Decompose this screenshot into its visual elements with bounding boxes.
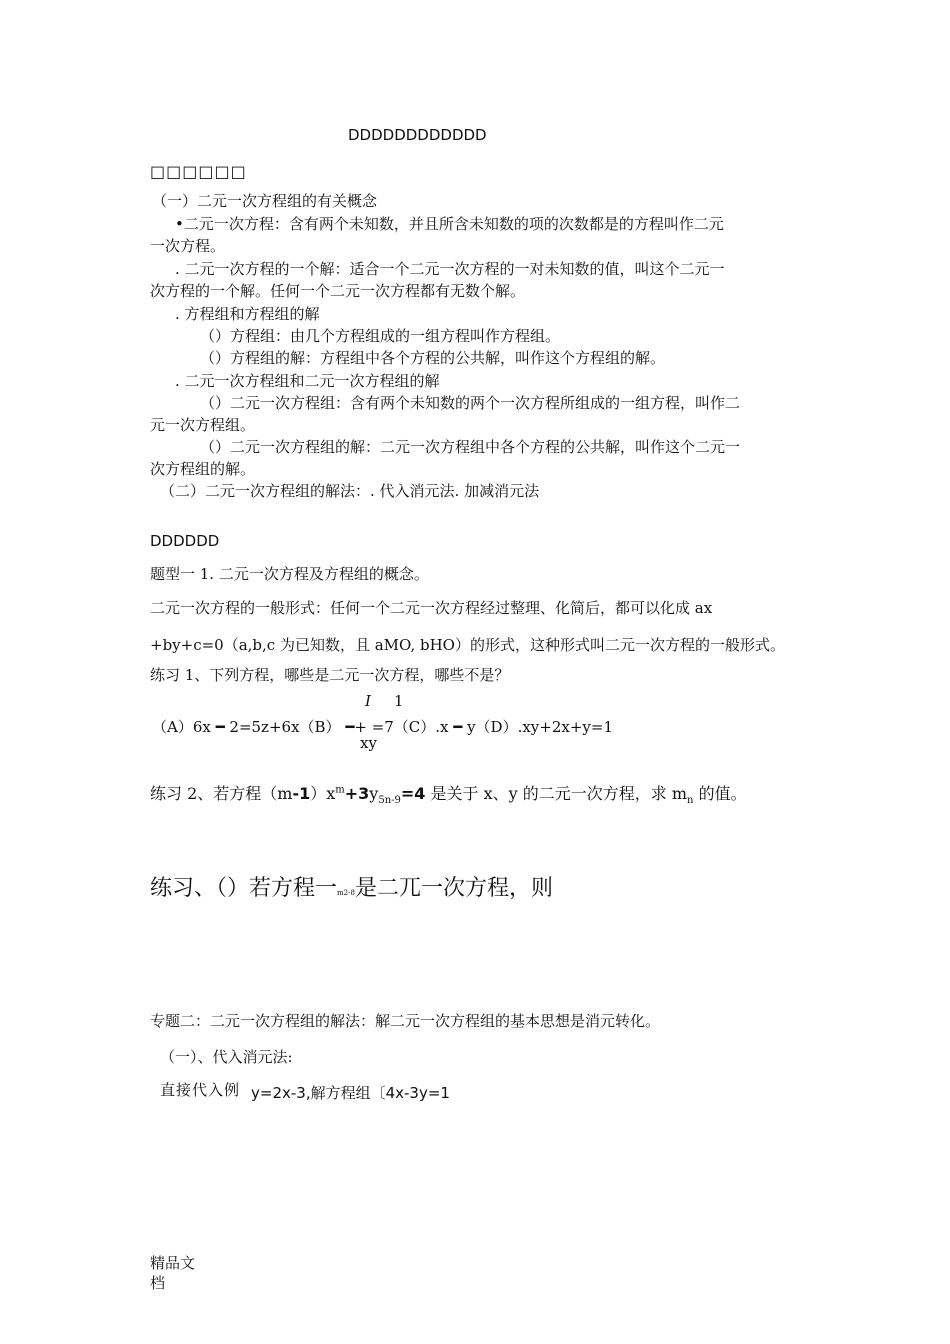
definition-3-a: （）方程组：由几个方程组成的一组方程叫作方程组。: [200, 327, 561, 345]
type1-heading: 题型一 1. 二元一次方程及方程组的概念。: [150, 565, 429, 583]
general-form-line-1: 二元一次方程的一般形式：任何一个二元一次方程经过整理、化简后，都可以化成 ax: [150, 599, 713, 617]
section-heading-types: DDDDDD: [150, 532, 220, 550]
exercise-1-fraction-denominator: xy: [360, 734, 377, 752]
definition-4-b-line-1: （）二元一次方程组的解：二元一次方程组中各个方程的公共解，叫作这个二元一: [200, 438, 741, 456]
footer-line-1: 精品文: [150, 1254, 196, 1272]
definition-3: . 方程组和方程组的解: [175, 305, 320, 323]
exercise-1-options: （A）6x ━ 2=5z+6x（B） ━+ =7（C）.x ━ y（D）.xy+2x+y=1: [152, 718, 614, 736]
definition-3-b: （）方程组的解：方程组中各个方程的公共解，叫作这个方程组的解。: [200, 349, 666, 367]
concepts-part2: （二）二元一次方程组的解法：. 代入消元法. 加减消元法: [160, 482, 540, 500]
exercise-2-exponent: 5n-9: [378, 795, 401, 807]
exercise-3-prefix: 练习、（）若方程一: [150, 876, 338, 901]
exercise-1-fraction-top-right: 1: [394, 692, 404, 710]
exercise-3: [150, 871, 553, 902]
concepts-part1-heading: （一）二元一次方程组的有关概念: [152, 192, 378, 210]
exercise-2-equals-4: =4: [400, 784, 426, 803]
exercise-2: [150, 781, 747, 806]
general-form-line-2: +by+c=0（a,b,c 为已知数，且 aMO, bHO）的形式，这种形式叫二元一次方程的一般形式。: [150, 636, 785, 654]
direct-substitution-label: 直接代入例: [160, 1081, 241, 1099]
exercise-3-small-exponent: m2-8: [337, 889, 355, 897]
exercise-2-m-minus-1: -1: [292, 784, 311, 803]
direct-substitution-example: y=2x-3,解方程组〔4x-3y=1: [247, 1082, 450, 1103]
section-heading-basics: □□□□□□: [150, 162, 247, 181]
exercise-1-prompt: 练习 1、下列方程，哪些是二元一次方程，哪些不是？: [150, 666, 510, 684]
definition-2-line-2: 次方程的一个解。任何一个二元一次方程都有无数个解。: [150, 282, 526, 300]
definition-1-line-1: •二元一次方程：含有两个未知数，并且所含未知数的项的次数都是的方程叫作二元: [175, 215, 724, 233]
substitution-method-heading: （一）、代入消元法:: [160, 1048, 293, 1066]
definition-1-line-2: 一次方程。: [150, 237, 226, 255]
doc-title: DDDDDDDDDDDD: [348, 126, 487, 144]
definition-4: . 二元一次方程组和二元一次方程组的解: [175, 372, 440, 390]
footer-line-2: 档: [150, 1274, 166, 1292]
topic-2-heading: 专题二：二元一次方程组的解法：解二元一次方程组的基本思想是消元转化。: [150, 1012, 661, 1030]
exercise-2-plus-3: +3: [344, 784, 370, 803]
exercise-2-prefix: 练习 2、若方程（m: [150, 784, 293, 803]
exercise-2-subscript-n: n: [687, 795, 694, 807]
definition-4-a-line-1: （）二元一次方程组：含有两个未知数的两个一次方程所组成的一组方程，叫作二: [200, 394, 741, 412]
definition-4-a-line-2: 元一次方程组。: [150, 416, 256, 434]
definition-2-line-1: . 二元一次方程的一个解：适合一个二元一次方程的一对未知数的值，叫这个二元一: [175, 260, 725, 278]
exercise-2-y: y: [369, 784, 379, 803]
exercise-2-suffix: 是关于 x、y 的二元一次方程，求 m: [425, 784, 688, 803]
definition-4-b-line-2: 次方程组的解。: [150, 460, 256, 478]
exercise-1-fraction-top-left: I: [365, 692, 371, 710]
exercise-2-paren-x: ）x: [310, 784, 336, 803]
exercise-2-end: 的值。: [693, 784, 747, 803]
exercise-3-suffix: 是二兀一次方程，则: [354, 876, 553, 901]
exercise-2-exponent-m: m: [335, 784, 345, 796]
